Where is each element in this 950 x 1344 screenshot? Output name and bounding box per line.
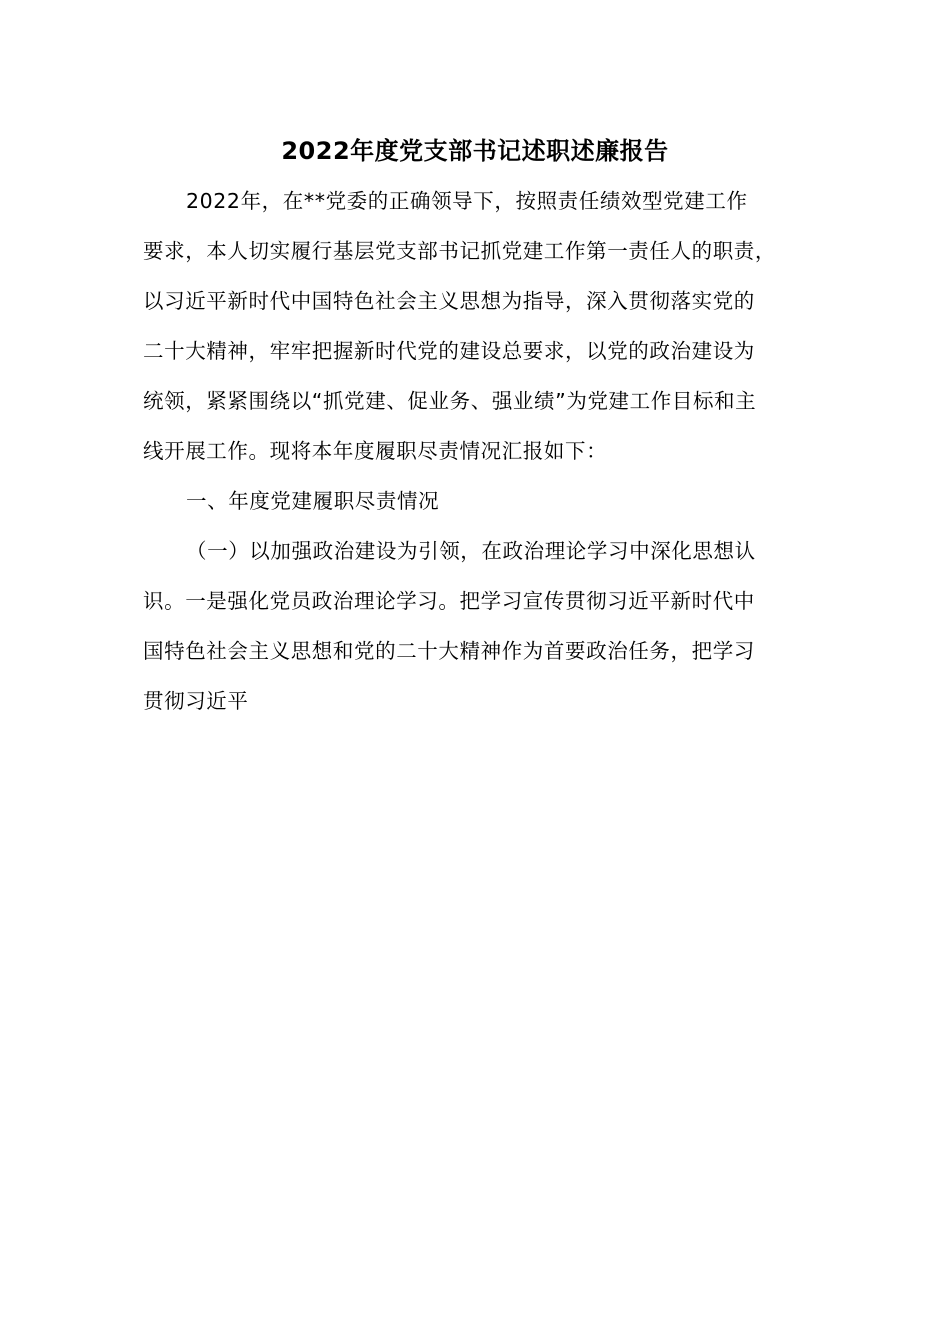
paragraph-line: 统领，紧紧围绕以“抓党建、促业务、强业绩”为党建工作目标和主 xyxy=(143,389,757,413)
paragraph-line: 要求，本人切实履行基层党支部书记抓党建工作第一责任人的职责， xyxy=(143,239,776,263)
section-heading: 一、年度党建履职尽责情况 xyxy=(186,489,440,513)
paragraph-line: （一）以加强政治建设为引领，在政治理论学习中深化思想认 xyxy=(186,539,756,563)
paragraph-line: 线开展工作。现将本年度履职尽责情况汇报如下： xyxy=(143,439,608,463)
paragraph-line: 二十大精神，牢牢把握新时代党的建设总要求，以党的政治建设为 xyxy=(143,339,755,363)
paragraph-line: 国特色社会主义思想和党的二十大精神作为首要政治任务，把学习 xyxy=(143,639,755,663)
paragraph-line: 2022年，在**党委的正确领导下，按照责任绩效型党建工作 xyxy=(186,189,748,213)
document-title: 2022年度党支部书记述职述廉报告 xyxy=(281,137,669,165)
paragraph-line: 识。一是强化党员政治理论学习。把学习宣传贯彻习近平新时代中 xyxy=(143,589,755,613)
paragraph-line: 以习近平新时代中国特色社会主义思想为指导，深入贯彻落实党的 xyxy=(143,289,755,313)
paragraph-line: 贯彻习近平 xyxy=(143,689,249,713)
document-body xyxy=(143,176,807,726)
